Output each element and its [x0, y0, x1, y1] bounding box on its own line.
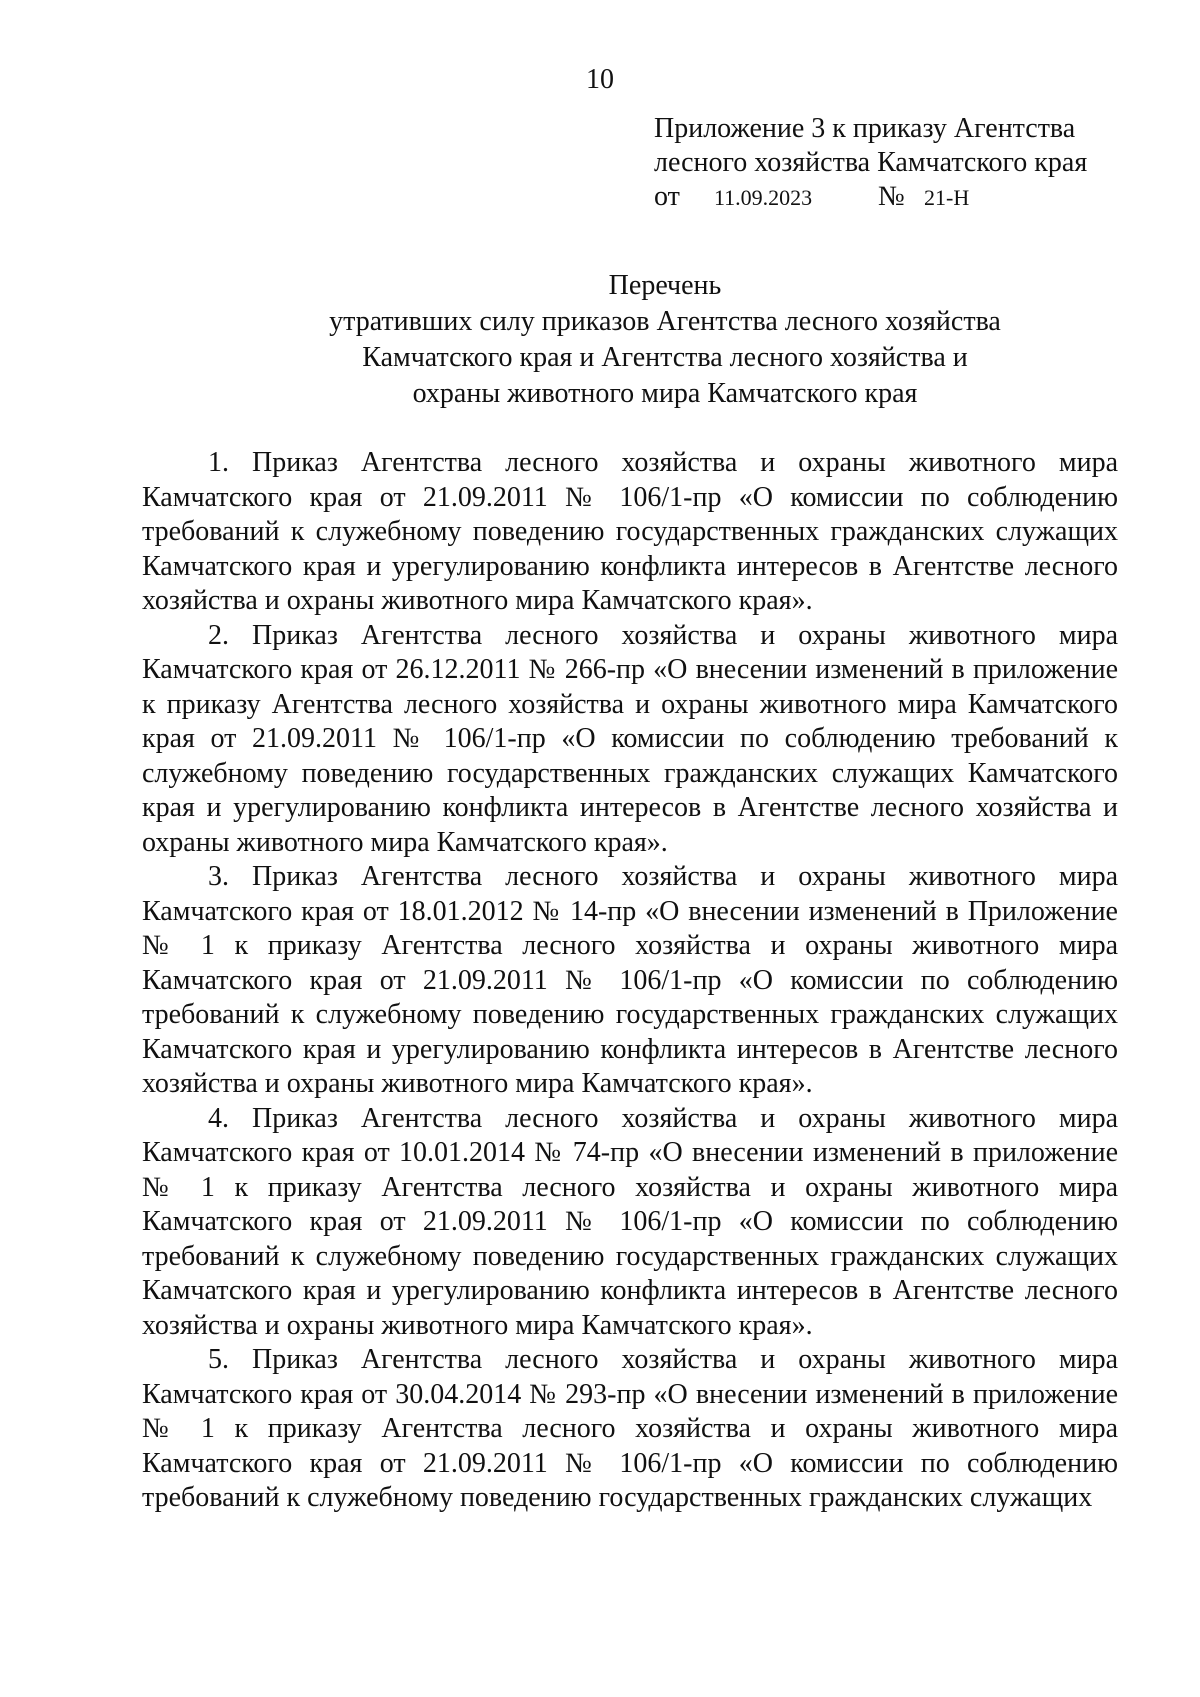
list-item: 5. Приказ Агентства лесного хозяйства и охраны животного мира Камчатского края от 30.04.2014 № 293-пр «О внесении изменений в приложение № 1 к приказу Агентства лесного хозяйства и охраны животного мира Камчатского края от 21.09.2011 № 106/1-пр «О комиссии по соблюдению требований к служебному поведению государственных гражданских служащих	[142, 1344, 1118, 1513]
title-line-4: охраны животного мира Камчатского края	[412, 378, 918, 409]
order-number: 21-Н	[924, 185, 970, 210]
list-item: 4. Приказ Агентства лесного хозяйства и охраны животного мира Камчатского края от 10.01.2014 № 74-пр «О внесении изменений в приложение № 1 к приказу Агентства лесного хозяйства и охраны животного мира Камчатского края от 21.09.2011 № 106/1-пр «О комиссии по соблюдению требований к служебному поведению государственных гражданских служащих Камчатского края и урегулированию конфликта интересов в Агентстве лесного хозяйства и охраны животного мира Камчатского края».	[142, 1102, 1118, 1341]
title-line-2: утративших силу приказов Агентства лесного хозяйства	[329, 306, 1001, 337]
title-line-3: Камчатского края и Агентства лесного хозяйства и	[362, 342, 968, 373]
list-item: 2. Приказ Агентства лесного хозяйства и охраны животного мира Камчатского края от 26.12.2011 № 266-пр «О внесении изменений в приложение к приказу Агентства лесного хозяйства и охраны животного мира Камчатского края от 21.09.2011 № 106/1-пр «О комиссии по соблюдению требований к служебному поведению государственных гражданских служащих Камчатского края и урегулированию конфликта интересов в Агентстве лесного хозяйства и охраны животного мира Камчатского края».	[142, 619, 1118, 858]
order-number-label: №	[878, 181, 905, 212]
title-line-1: Перечень	[608, 270, 722, 301]
document-title	[260, 268, 1070, 412]
list-item: 3. Приказ Агентства лесного хозяйства и охраны животного мира Камчатского края от 18.01.2012 № 14-пр «О внесении изменений в Приложение № 1 к приказу Агентства лесного хозяйства и охраны животного мира Камчатского края от 21.09.2011 № 106/1-пр «О комиссии по соблюдению требований к служебному поведению государственных гражданских служащих Камчатского края и урегулированию конфликта интересов в Агентстве лесного хозяйства и охраны животного мира Камчатского края».	[142, 861, 1118, 1099]
appendix-header	[654, 112, 1124, 215]
order-list	[142, 446, 1118, 1516]
order-reference	[654, 180, 1124, 215]
appendix-line-2: лесного хозяйства Камчатского края	[654, 147, 1088, 178]
order-date-label: от	[654, 181, 680, 212]
list-item: 1. Приказ Агентства лесного хозяйства и охраны животного мира Камчатского края от 21.09.2011 № 106/1-пр «О комиссии по соблюдению требований к служебному поведению государственных гражданских служащих Камчатского края и урегулированию конфликта интересов в Агентстве лесного хозяйства и охраны животного мира Камчатского края».	[142, 447, 1118, 616]
page-number: 10	[586, 64, 614, 95]
appendix-line-1: Приложение 3 к приказу Агентства	[654, 113, 1076, 144]
order-date: 11.09.2023	[714, 185, 813, 210]
